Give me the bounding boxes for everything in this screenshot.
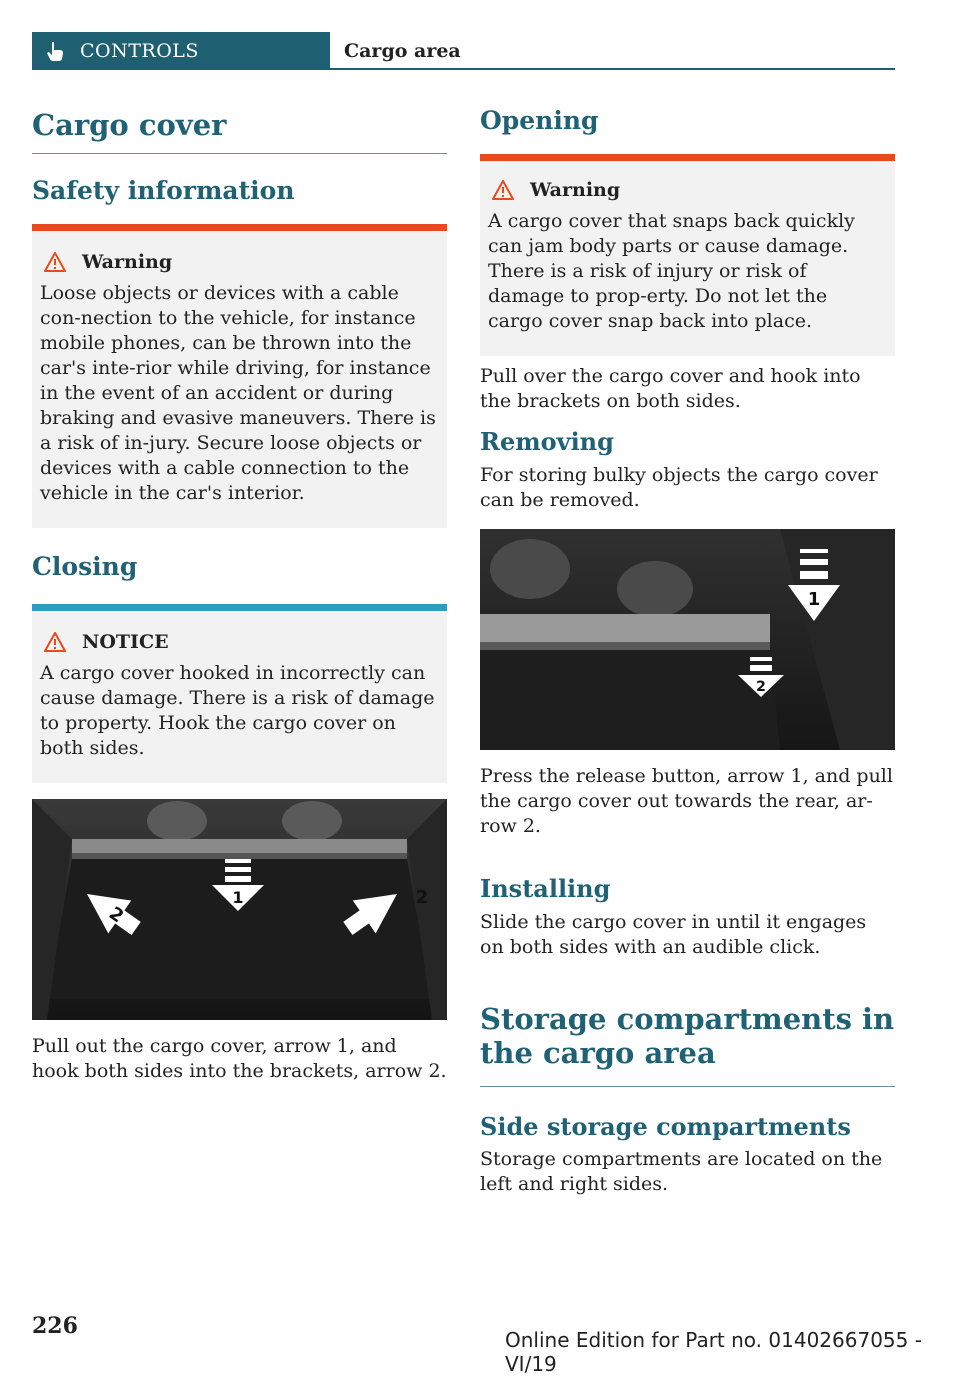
heading-rule	[480, 1086, 895, 1087]
installing-heading: Installing	[480, 873, 611, 903]
warning-box	[32, 224, 447, 528]
cargo-cover-closing-photo	[32, 799, 447, 1020]
arrow-2-left-label: 2	[105, 902, 128, 928]
side-storage-text: Storage compartments are located on the left and right sides.	[480, 1148, 883, 1196]
notice-label: NOTICE	[82, 630, 169, 653]
page-header	[32, 32, 895, 70]
notice-triangle-icon	[44, 632, 66, 652]
safety-heading: Safety information	[32, 175, 295, 205]
opening-warning-text: A cargo cover that snaps back quickly can jam body parts or cause damage. There is a risk of injury or risk of damage to prop-erty. Do not let the cargo cover snap back into place.	[488, 210, 855, 332]
cargo-cover-removing-photo	[480, 529, 895, 750]
opening-warning-label: Warning	[530, 179, 621, 201]
removing-caption: Press the release button, arrow 1, and pull the cargo cover out towards the rear, ar-row 2.	[480, 764, 893, 837]
arrow-2-label: 2	[756, 678, 766, 695]
storage-heading: Storage compartments in the cargo area	[480, 1001, 895, 1070]
cargo-cover-heading: Cargo cover	[32, 108, 227, 142]
left-column	[32, 100, 447, 1084]
removing-heading: Removing	[480, 427, 614, 456]
warning-triangle-icon	[44, 252, 66, 272]
heading-rule	[32, 153, 447, 154]
arrow-2-right-label: 2	[415, 886, 429, 908]
opening-text: Pull over the cargo cover and hook into the brackets on both sides.	[480, 365, 861, 412]
removing-text: For storing bulky objects the cargo cover can be removed.	[480, 463, 878, 511]
opening-heading: Opening	[480, 106, 599, 135]
header-rule	[330, 68, 895, 70]
arrow-1-label: 1	[807, 588, 821, 610]
warning-text: Loose objects or devices with a cable con-nection to the vehicle, for instance mobile phones, can be thrown into the car's inte-rior while driving, for instance in the event of an accident or during braking and evasive maneuvers. There is a risk of in-jury. Secure loose objects or devices with a cable connection to the vehicle in the car's interior.	[40, 281, 436, 504]
arrow-1-label: 1	[232, 887, 244, 907]
hand-pointer-icon	[44, 40, 66, 62]
chapter-tab	[32, 32, 330, 70]
opening-warning-box	[480, 154, 895, 356]
warning-label: Warning	[82, 250, 173, 273]
installing-text: Slide the cargo cover in until it engages on both sides with an audible click.	[480, 910, 867, 958]
chapter-label: CONTROLS	[80, 40, 199, 62]
edition-note: Online Edition for Part no. 01402667055 - VI/19	[505, 1328, 922, 1376]
notice-box	[32, 604, 447, 783]
notice-text: A cargo cover hooked in incorrectly can cause damage. There is a risk of damage to property. Hook the cargo cover on both sides.	[40, 661, 435, 759]
closing-caption: Pull out the cargo cover, arrow 1, and hook both sides into the brackets, arrow 2.	[32, 1034, 447, 1082]
section-title: Cargo area	[344, 40, 461, 62]
page-number: 226	[32, 1313, 78, 1339]
closing-heading: Closing	[32, 551, 138, 581]
right-column	[480, 100, 895, 1197]
warning-triangle-icon	[492, 180, 514, 200]
side-storage-heading: Side storage compartments	[480, 1111, 851, 1141]
